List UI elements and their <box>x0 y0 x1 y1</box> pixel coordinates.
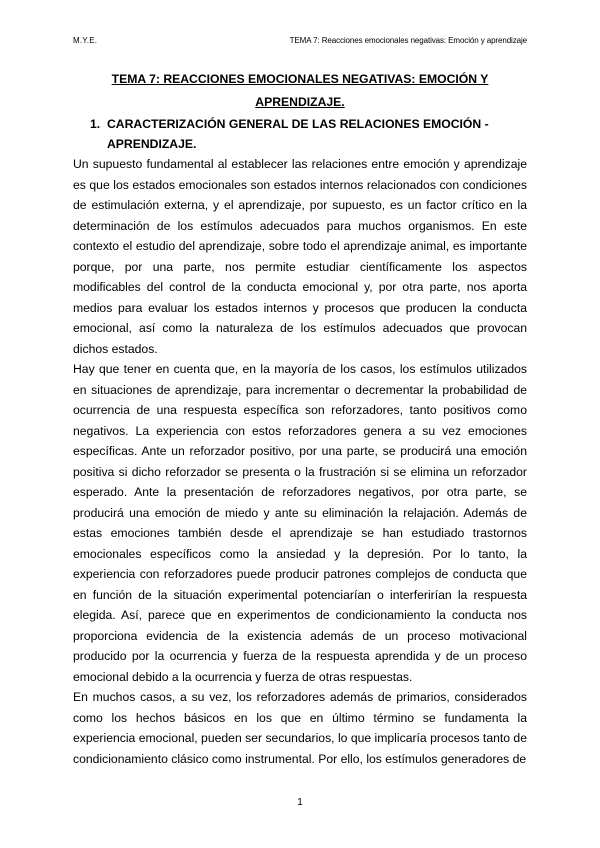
section-number: 1. <box>90 117 101 131</box>
header-author: M.Y.E. <box>73 36 98 45</box>
paragraph-3: En muchos casos, a su vez, los reforzadores además de primarios, considerados como los hechos básicos en los que en último término se fundamenta la experiencia emocional, pueden ser secundarios, lo que implicaría procesos tanto de condicionamiento clásico como instrumental. Por ello, los estímulos generadores de <box>73 690 527 766</box>
section-heading-line1: CARACTERIZACIÓN GENERAL DE LAS RELACIONES EMOCIÓN - <box>107 117 489 131</box>
paragraph-1: Un supuesto fundamental al establecer las relaciones entre emoción y aprendizaje es que los estados emocionales son estados internos relacionados con condiciones de estimulación externa, y el aprendizaje, por supuesto, es un factor crítico en la determinación de los estímulos adecuados para muchos organismos. En este contexto el estudio del aprendizaje, sobre todo el aprendizaje animal, es importante porque, por una parte, nos permite estudiar científicamente los aspectos modificables del control de la conducta emocional y, por otra parte, nos aporta medios para evaluar los estados internos y procesos que producen la conducta emocional, así como la naturaleza de los estímulos adecuados que provocan dichos estados. <box>73 157 527 356</box>
section-heading-line2: APRENDIZAJE. <box>107 137 197 151</box>
paragraph-2: Hay que tener en cuenta que, en la mayoría de los casos, los estímulos utilizados en situaciones de aprendizaje, para incrementar o decrementar la probabilidad de ocurrencia de una respuesta específica son reforzadores, tanto positivos como negativos. La experiencia con estos reforzadores genera a su vez emociones específicas. Ante un reforzador positivo, por una parte, se producirá una emoción positiva si dicho reforzador se presenta o la frustración si se elimina un reforzador esperado. Ante la presentación de reforzadores negativos, por otra parte, se producirá una emoción de miedo y ante su eliminación la relajación. Además de estas emociones también desde el aprendizaje se han estudiado trastornos emocionales específicos como la ansiedad y la depresión. Por lo tanto, la experiencia con reforzadores puede producir patrones complejos de conducta que en función de la situación experimental potenciarían o interferirían la respuesta elegida. Así, parece que en experimentos de condicionamiento la conducta nos proporciona evidencia de la existencia además de un proceso motivacional producido por la ocurrencia y fuerza de la respuesta aprendida y de un proceso emocional debido a la ocurrencia y fuerza de otras respuestas. <box>73 362 527 684</box>
page-number: 1 <box>297 797 303 808</box>
page-title: TEMA 7: REACCIONES EMOCIONALES NEGATIVAS: EMOCIÓN Y APRENDIZAJE. <box>111 72 489 109</box>
section-heading <box>90 114 527 154</box>
header-chapter-title: TEMA 7: Reacciones emocionales negativas: Emoción y aprendizaje <box>289 36 527 45</box>
body-text <box>73 154 527 769</box>
